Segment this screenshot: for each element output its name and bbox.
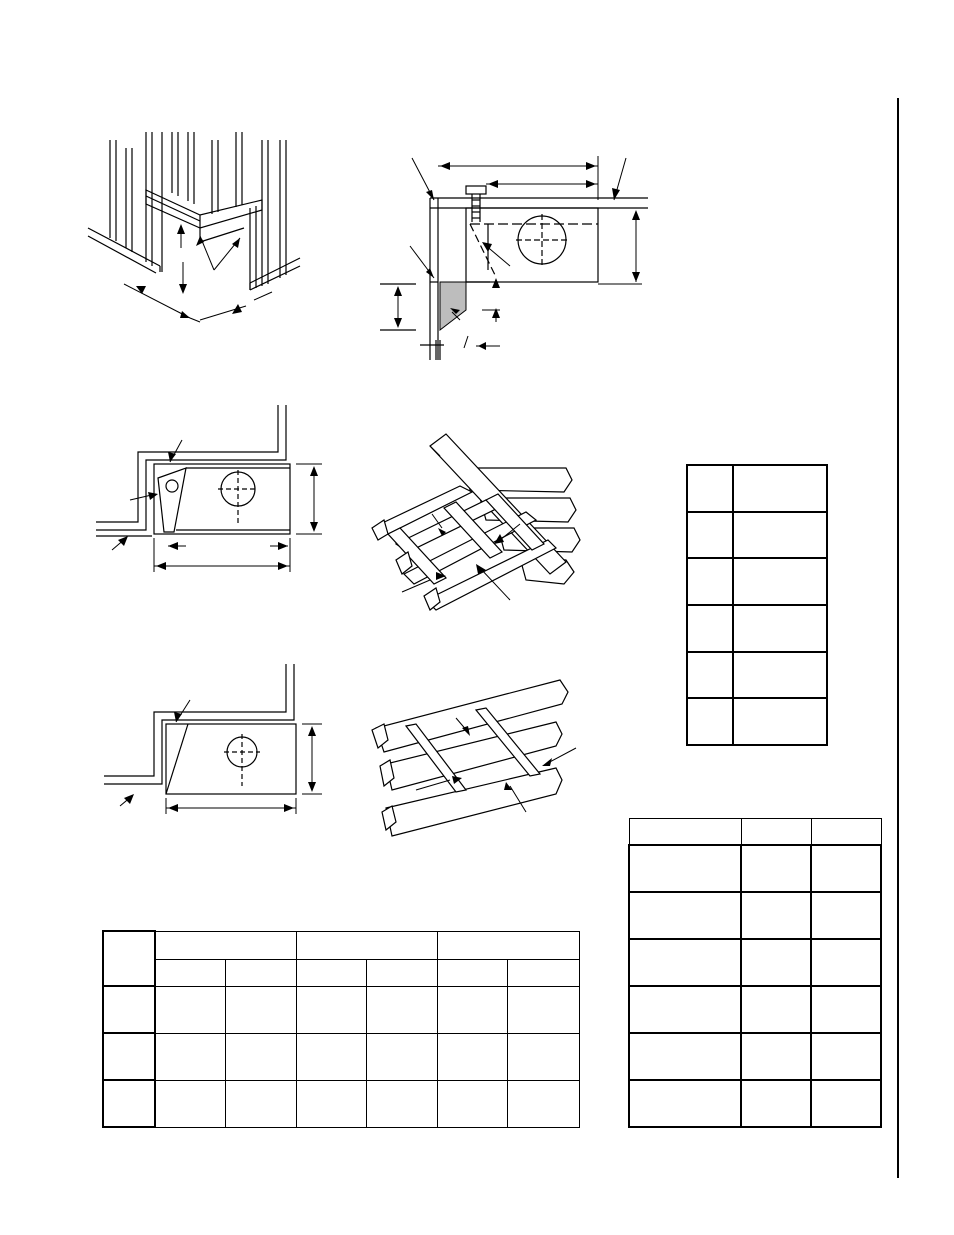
table-cell [629, 1033, 741, 1080]
table-row [629, 892, 881, 939]
table-cell [507, 1033, 579, 1080]
table-cell [507, 986, 579, 1033]
table-cell [811, 1033, 881, 1080]
table-sub-header-row [103, 959, 579, 986]
table-cell [296, 986, 366, 1033]
table-header-cell [629, 819, 741, 845]
table-row [687, 465, 827, 512]
table-row [629, 1033, 881, 1080]
table-cell [437, 986, 507, 1033]
table-cell [225, 1080, 296, 1127]
table-cell [687, 698, 733, 745]
table-row [687, 652, 827, 699]
table-cell [296, 1033, 366, 1080]
table-group-header-row [103, 931, 579, 959]
table-group-header-cell [437, 931, 579, 959]
table-row [629, 1080, 881, 1127]
table-cell [103, 1033, 155, 1080]
table-cell [103, 986, 155, 1033]
table-cell [733, 605, 827, 652]
table-cell [629, 845, 741, 892]
table-cell [811, 986, 881, 1033]
table-row [687, 605, 827, 652]
table-row [687, 698, 827, 745]
table-cell [366, 1033, 437, 1080]
table-corner-cell [103, 931, 155, 986]
table-cell [687, 558, 733, 605]
side-table-large [628, 818, 882, 1128]
table-cell [437, 1033, 507, 1080]
table-cell [629, 1080, 741, 1127]
table-group-header-cell [296, 931, 437, 959]
table-cell [629, 939, 741, 986]
table-cell [733, 652, 827, 699]
table-cell [687, 652, 733, 699]
table-cell [741, 939, 811, 986]
table-cell [507, 1080, 579, 1127]
table-row [629, 986, 881, 1033]
table-cell [225, 986, 296, 1033]
table-cell [811, 1080, 881, 1127]
table-cell [741, 1080, 811, 1127]
table-cell [811, 939, 881, 986]
table-cell [103, 1080, 155, 1127]
table-cell [437, 1080, 507, 1127]
table-cell [225, 1033, 296, 1080]
table-cell [155, 986, 225, 1033]
table-cell [687, 512, 733, 559]
table-row [103, 1033, 579, 1080]
table-header-row [629, 819, 881, 845]
table-cell [629, 986, 741, 1033]
table-row [629, 939, 881, 986]
table-sub-header-cell [155, 959, 225, 986]
table-cell [687, 465, 733, 512]
table-row [687, 512, 827, 559]
table-cell [155, 1033, 225, 1080]
table-cell [733, 558, 827, 605]
table-cell [155, 1080, 225, 1127]
table-cell [687, 605, 733, 652]
table-row [629, 845, 881, 892]
table-cell [296, 1080, 366, 1127]
table-sub-header-cell [296, 959, 366, 986]
table-sub-header-cell [366, 959, 437, 986]
table-cell [811, 845, 881, 892]
table-sub-header-cell [437, 959, 507, 986]
table-cell [733, 698, 827, 745]
table-cell [741, 892, 811, 939]
table-row [687, 558, 827, 605]
side-table-small [686, 464, 828, 746]
table-cell [629, 892, 741, 939]
table-cell [811, 892, 881, 939]
table-cell [741, 1033, 811, 1080]
table-header-cell [811, 819, 881, 845]
dimensions-table [102, 930, 580, 1128]
table-cell [366, 1080, 437, 1127]
table-row [103, 986, 579, 1033]
table-header-cell [741, 819, 811, 845]
table-cell [741, 845, 811, 892]
table-row [103, 1080, 579, 1127]
table-group-header-cell [155, 931, 296, 959]
table-cell [366, 986, 437, 1033]
table-cell [733, 465, 827, 512]
table-cell [741, 986, 811, 1033]
table-cell [733, 512, 827, 559]
table-sub-header-cell [507, 959, 579, 986]
table-sub-header-cell [225, 959, 296, 986]
